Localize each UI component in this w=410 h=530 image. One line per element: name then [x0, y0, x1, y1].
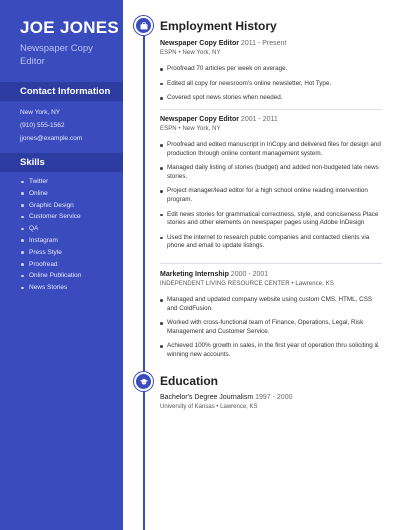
- school-name: University of Kansas: [160, 404, 215, 410]
- sidebar: [0, 0, 123, 530]
- skill-item: Customer Service: [20, 211, 81, 223]
- job-company: INDEPENDENT LIVING RESOURCE CENTER: [160, 281, 290, 287]
- job-bullet: Project manager/lead editor for a high school online reading intervention program.: [160, 187, 382, 204]
- job-title: Newspaper Copy Editor: [160, 40, 239, 47]
- job-bullet: Proofread 70 articles per week on average.: [160, 65, 382, 74]
- job-title: Marketing Internship: [160, 271, 229, 278]
- degree-title: Bachelor's Degree Journalism: [160, 394, 254, 401]
- job-dates: 2000 - 2001: [230, 271, 269, 278]
- skills-list: [20, 176, 81, 294]
- contact-location: New York, NY: [20, 109, 61, 116]
- school-location: Lawrence, KS: [220, 404, 258, 410]
- contact-section-header: [0, 82, 123, 101]
- job-divider: [160, 109, 382, 110]
- job-dates: 2001 - 2011: [240, 116, 278, 123]
- skills-section-title: Skills: [20, 157, 45, 168]
- job-bullet: Worked with cross-functional team of Finance, Operations, Legal, Risk Management and Customer Service.: [160, 319, 382, 336]
- job-location: Lawrence, KS: [295, 281, 334, 287]
- skill-item: Proofread: [20, 259, 81, 271]
- separator-dot: •: [178, 126, 183, 132]
- skill-item: Graphic Design: [20, 200, 81, 212]
- skill-item: Online: [20, 188, 81, 200]
- job-entry: [160, 270, 382, 366]
- job-dates: 2011 - Present: [240, 40, 287, 47]
- job-bullet: Managed daily listing of stories (budget) and added non-budgeted late news stories.: [160, 164, 382, 181]
- job-bullet: Proofread and edited manuscript in InCopy and delivered files for design and production through online content management system.: [160, 141, 382, 158]
- job-location: New York, NY: [182, 50, 221, 56]
- separator-dot: •: [178, 50, 183, 56]
- skill-item: Instagram: [20, 235, 81, 247]
- job-bullets: [160, 65, 382, 103]
- job-bullet: Achieved 100% growth in sales, in the first year of operation thru soliciting & winning new accounts.: [160, 342, 382, 359]
- candidate-name: JOE JONES: [20, 18, 120, 37]
- contact-email[interactable]: jjones@example.com: [20, 135, 83, 142]
- job-bullet: Edited all copy for newsroom's online newsletter, Hot Type.: [160, 80, 382, 89]
- separator-dot: •: [291, 281, 296, 287]
- employment-timeline-marker: [134, 16, 153, 35]
- job-title: Newspaper Copy Editor: [160, 116, 239, 123]
- skill-item: Press Style: [20, 247, 81, 259]
- contact-phone[interactable]: (910) 555-1562: [20, 122, 65, 129]
- skill-item: QA: [20, 223, 81, 235]
- job-divider: [160, 263, 382, 264]
- separator-dot: •: [216, 404, 221, 410]
- skills-section-header: [0, 153, 123, 172]
- job-entry: [160, 39, 382, 109]
- job-company: ESPN: [160, 126, 177, 132]
- job-bullets: [160, 141, 382, 251]
- job-bullet: Edit news stories for grammatical correctness, style, and conciseness Place stories and other elements on newspaper pages using Adobe InDesign: [160, 211, 382, 228]
- skill-item: Twitter: [20, 176, 81, 188]
- job-location: New York, NY: [182, 126, 221, 132]
- job-company: ESPN: [160, 50, 177, 56]
- education-dates: 1997 - 2000: [255, 394, 293, 401]
- briefcase-icon: [140, 22, 148, 30]
- education-timeline-marker: [134, 372, 153, 391]
- job-entry: [160, 115, 382, 257]
- graduation-cap-icon: [140, 378, 148, 386]
- skill-item: News Stories: [20, 282, 81, 294]
- contact-section-title: Contact Information: [20, 86, 111, 97]
- education-entry: [160, 393, 382, 412]
- job-bullet: Used the internet to research public companies and contacted clients via phone and email to update listings.: [160, 234, 382, 251]
- education-section-title: Education: [160, 374, 219, 388]
- candidate-role: Newspaper Copy Editor: [20, 43, 93, 67]
- contact-list: [20, 106, 82, 145]
- employment-section-title: Employment History: [160, 19, 277, 33]
- timeline-line: [143, 20, 145, 530]
- skill-item: Online Publication: [20, 270, 81, 282]
- job-bullets: [160, 296, 382, 360]
- job-bullet: Managed and updated company website using custom CMS, HTML, CSS and ColdFusion.: [160, 296, 382, 313]
- job-bullet: Covered spot news stories when needed.: [160, 94, 382, 103]
